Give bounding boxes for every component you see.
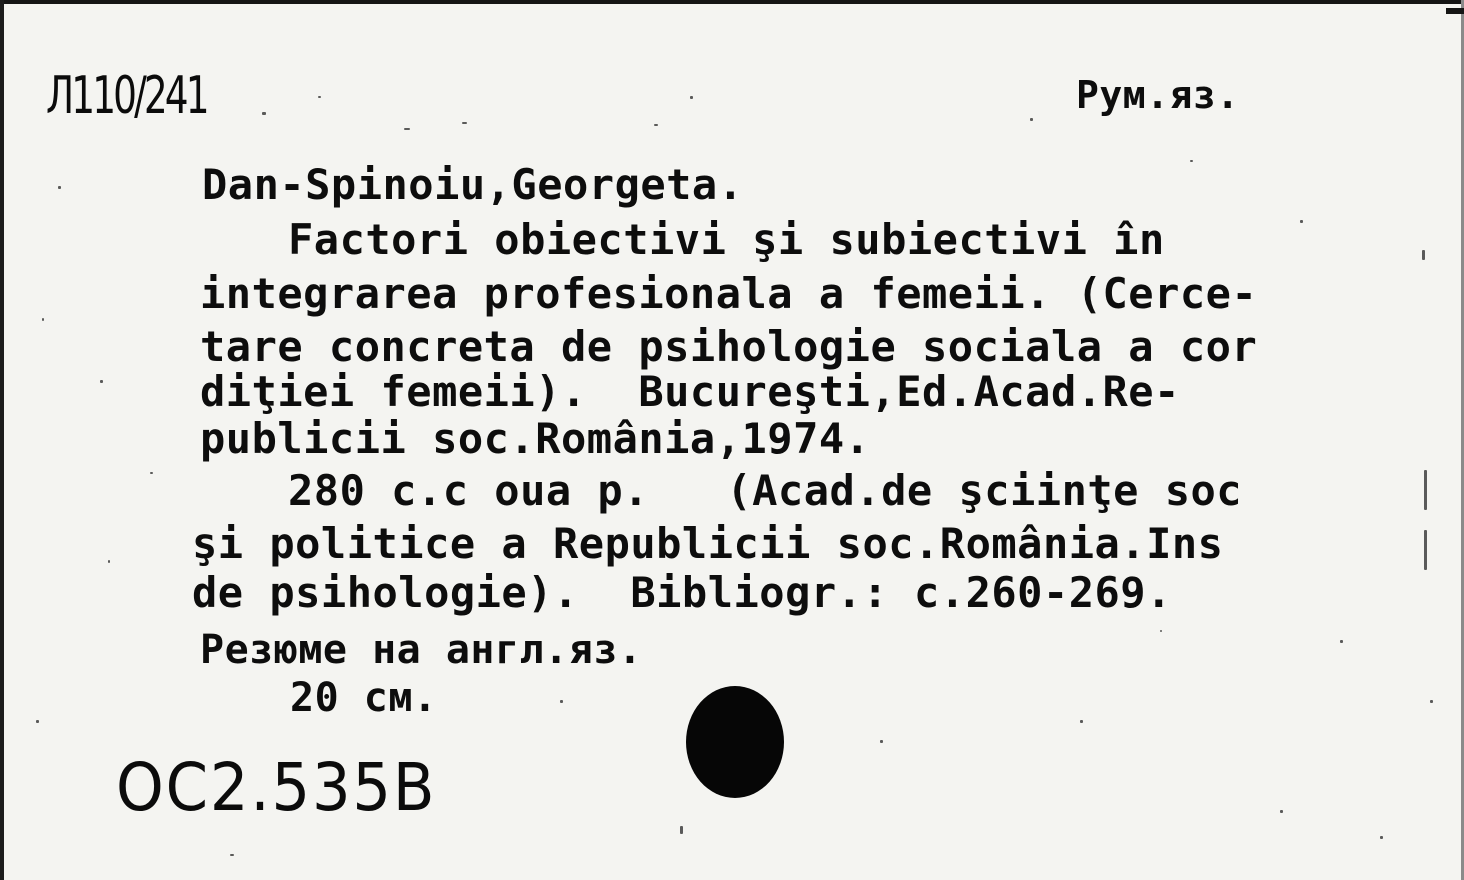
scan-speck xyxy=(404,128,410,130)
scan-speck xyxy=(1380,836,1383,839)
title-line: diţiei femeii). Bucureşti,Ed.Acad.Re- xyxy=(200,367,1180,416)
scan-speck xyxy=(1424,470,1427,510)
scan-speck xyxy=(42,318,44,321)
scan-speck xyxy=(262,112,266,115)
title-line: publicii soc.România,1974. xyxy=(200,414,871,463)
card-border-left xyxy=(0,0,4,880)
author-heading: Dan-Spinoiu,Georgeta. xyxy=(202,160,744,209)
collation-line: şi politice a Republicii soc.România.Ins xyxy=(192,519,1224,568)
shelf-mark: OC2.535B xyxy=(116,749,437,826)
title-line: Factori obiectivi şi subiectivi în xyxy=(288,215,1165,264)
scan-speck xyxy=(36,720,39,723)
scan-speck xyxy=(1080,720,1083,723)
scan-speck xyxy=(1280,810,1283,813)
title-line: integrarea profesionala a femeii. (Cerce- xyxy=(200,269,1258,318)
title-line: tare concreta de psihologie sociala a cor xyxy=(200,322,1258,371)
scan-speck xyxy=(560,700,563,703)
language-tag: Рум.яз. xyxy=(1076,73,1240,117)
scan-speck xyxy=(1160,630,1162,632)
scan-speck xyxy=(462,122,467,124)
scan-speck xyxy=(1424,530,1427,570)
punch-hole xyxy=(686,686,784,798)
scan-speck xyxy=(1300,220,1303,223)
card-edge-mark xyxy=(1446,8,1464,14)
scan-speck xyxy=(150,472,153,474)
scan-speck xyxy=(58,186,61,189)
card-border-top xyxy=(0,0,1464,4)
scan-speck xyxy=(108,560,110,563)
scan-speck xyxy=(680,826,683,834)
summary-note: Резюме на англ.яз. xyxy=(200,627,643,673)
scan-speck xyxy=(880,740,883,743)
scan-speck xyxy=(318,96,321,98)
call-number: Л110/241 xyxy=(46,66,207,126)
scan-speck xyxy=(1030,118,1033,121)
scan-speck xyxy=(1422,250,1425,260)
scan-speck xyxy=(654,124,658,126)
scan-speck xyxy=(1430,700,1433,703)
scan-speck xyxy=(690,96,693,99)
scan-speck xyxy=(230,854,234,856)
scan-speck xyxy=(1340,640,1343,643)
collation-line: de psihologie). Bibliogr.: c.260-269. xyxy=(192,568,1172,617)
size-note: 20 см. xyxy=(290,675,438,721)
collation-line: 280 c.c oua p. (Acad.de şciinţe soc xyxy=(288,466,1243,515)
scan-speck xyxy=(1190,160,1193,162)
scan-speck xyxy=(100,380,103,383)
